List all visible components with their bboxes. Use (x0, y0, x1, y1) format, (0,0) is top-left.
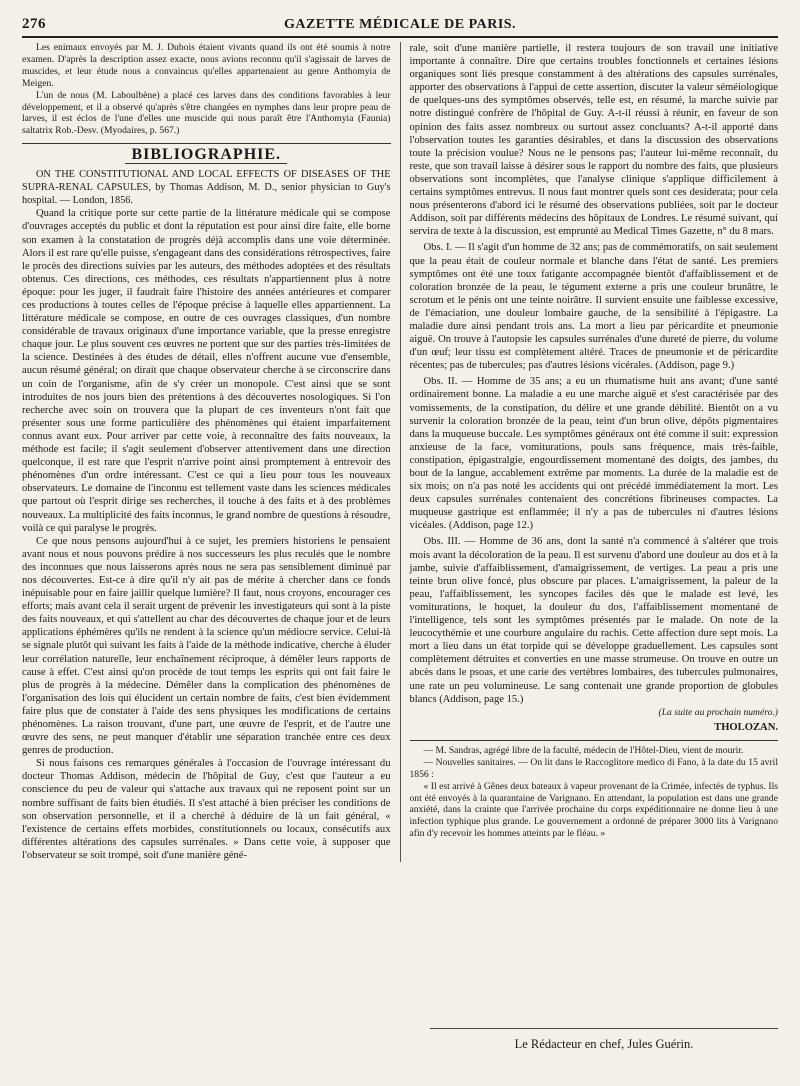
bibliography-heading: BIBLIOGRAPHIE. (22, 148, 391, 161)
note-paragraph: Les enimaux envoyés par M. J. Dubois étaient vivants quand ils ont été soumis à notre examen. D'après la description assez exacte, nous avions reconnu qu'il s'agissait de larves de muscides, et leur étude nous a convaincus qu'elles appartenaient au genre Anthomyia de Meigen. (22, 42, 391, 89)
note-paragraph: L'un de nous (M. Laboulbène) a placé ces larves dans des conditions favorables à leur développement, et il a observé qu'après s'être changées en nymphes dans leur propre peau de larves, il est éclos de l'une d'elles une muscide qui nous paraît être l'Anthomyia (Faunia) saltatrix Rob.-Desv. (Myodaires, p. 567.) (22, 89, 391, 137)
left-column (22, 42, 401, 862)
observation-2: Obs. II. — Homme de 35 ans; a eu un rhumatisme huit ans avant; d'une santé ordinairement bonne. La maladie a eu une marche aiguë et s'est caractérisée par des vomissements, de la constipation, du délire et une grande débilité. Bientôt on a vu survenir la coloration bronzée de la peau, teint d'un brun olive, dépôts pigmentaires dans la muqueuse buccale. Les symptômes généraux ont été comme il suit: expression anxieuse de la face, vomiturations, pouls sans fréquence, mais très-faible, constipation, épigastralgie, engourdissement momentané des doigts, des jambes, du bout de la langue, accablement extrême par moments. La durée de la maladie est de six mois; on n'a pas noté les accidents qui ont précédé immédiatement la mort. Les deux capsules surrénales contenaient des concrétions fibrineuses compactes. La muqueuse gastrique est enflammée; il n'y a pas de tubercules ni d'autres lésions vicéales. (Addison, page 12.) (409, 376, 778, 532)
page-header (22, 16, 778, 38)
section-divider (22, 143, 391, 144)
section-divider (410, 740, 779, 741)
journal-title: GAZETTE MÉDICALE DE PARIS. (283, 17, 517, 32)
news-quote: « Il est arrivé à Gênes deux bateaux à vapeur provenant de la Crimée, infectés de typhus. Ils ont été envoyés à la quarantaine de Varignano. En attendant, la population est dans une grande anxiété, dans la crainte que l'arrivée prochaine du corps expéditionnaire ne donne lieu à une infection typhique plus grande. Le gouvernement a ordonné de préparer 3000 lits à Varignano afin d'y recevoir les hommes atteints par le fléau. » (409, 780, 778, 840)
observation-1: Obs. I. — Il s'agit d'un homme de 32 ans; pas de commémoratifs, on sait seulement que la peau était de couleur normale et blanche dans l'état de santé. Les premiers symptômes ont été une toux fatigante accompagnée bientôt d'affaiblissement et de coloration bronzée de la peau, le tégument externe a pris une couleur brunâtre, le scrotum et le pénis ont une teinte noirâtre. Il survient ensuite une faiblesse excessive, de l'émaciation, une douleur lombaire gauche, de la sensibilité à l'épigastre. La maladie dure ainsi pendant trois ans. La mort a lieu par péricardite et pneumonie aiguë. On trouve à l'autopsie les capsules surrénales d'une dureté de pierre, du volume d'un œuf; leur tissu est complètement altéré. Traces de pneumonie et de péricardite récentes; pas de tubercules; pas d'autres lésions vicérales. (Addison, page 9.) (409, 242, 778, 372)
editor-line: Le Rédacteur en chef, Jules Guérin. (514, 1037, 694, 1051)
author-signature: THOLOZAN. (714, 721, 778, 733)
news-item: — Nouvelles sanitaires. — On lit dans le Raccoglitore medico di Fano, à la date du 15 avril 1856 : (409, 756, 778, 780)
footer-rule (430, 1028, 778, 1029)
news-item: — M. Sandras, agrégé libre de la faculté, médecin de l'Hôtel-Dieu, vient de mourir. (423, 744, 744, 756)
body-paragraph: Ce que nous pensons aujourd'hui à ce sujet, les premiers historiens le pensaient avant nous et nous pouvons prédire à nos successeurs les plus reculés que le nombre des inconnues que nous laisserons après nous ne sera pas sensiblement diminué par nos découvertes. Est-ce à dire qu'il n'y ait pas de mérite à chercher dans ce fonds inépuisable pour en faire jaillir quelque lumière? Il faut, nous croyons, encourager ces efforts; mais avant cela il serait urgent de prévenir les investigateurs qui sont à la piste des faits nouveaux, et qui s'attellent au char des découvertes de chaque jour et de leurs applications éphémères qu'ils ne rendent à la science qu'un médiocre service. Celui-là se signale plutôt qui suivant les faits à l'aide de la méthode indicative, cherche à éluder leur corrélation naturelle, leur enchaînement réciproque, à démêler leurs rapports de cause à effet. C'est ainsi qu'on procède de tout temps les esprits qui ont fait faire le plus de progrès à la médecine. Démêler dans la complication des phénomènes de l'organisation des lois qui élucident un certain nombre de faits, c'est bien évidemment faire plus que de constater à l'aide des sens physiques les modifications de certains phénomènes. La raison trouvant, d'une part, une œuvre de l'esprit, et de l'autre une œuvre des sens, ne peut manquer d'établir une séparation tranchée entre ces deux genres de production. (22, 535, 391, 757)
observation-3: Obs. III. — Homme de 36 ans, dont la santé n'a commencé à s'altérer que trois mois avant la décoloration de la peau. Il est survenu d'abord une douleur au dos et à la jambe, suivie d'affaiblissement, d'amaigrissement, de vertiges. La peau a pris une teinte brun olive foncé, plus obscure par places. L'amaigrissement, la paleur de la peau, l'affaiblissement, les syncopes faciles dès que le malade est levé, les vomiturations, le hoquet, la douleur du dos, l'affaiblissement momentané de l'intelligence, tels sont les symptômes présentés par le malade. On note de la leucocythémie et une courbure angulaire du rachis. Cette affection dure sept mois. La mort a lieu dans un état torpide qui se développe graduellement. Les capsules sont complètement détruites et converties en une masse strumeuse. On trouve en outre un abcès dans le psoas, et une carie des vertèbres lombaires, des tubercules pulmonaires, une rate un peu volumineuse. Le sang contenait une grande proportion de globules blancs (Addison, page 15.) (409, 536, 778, 705)
body-paragraph: Quand la critique porte sur cette partie de la littérature médicale qui se compose d'ouvrages acceptés du public et dont la réputation est pour ainsi dire faite, elle borne son examen à la constatation de progrès déjà accomplis dans une voie déterminée. Alors il est rare qu'elle puisse, s'engageant dans des considérations rétrospectives, faire le procès des directions suivies par les auteurs, des méthodes adoptées et des résultats obtenus. Ces directions, ces méthodes, ces résultats n'appartiennent plus à notre époque: pour les juger, il faudrait faire l'histoire des années antérieures et comparer ces productions à toutes celles de l'époque précise à laquelle elles appartiennent. La littérature médicale se compose, en outre de ces ouvrages classiques, d'un nombre considérable de travaux originaux d'une importance variable, que la presse enregistre chaque jour. Le plus souvent ces œuvres ne portent que sur des parties très-limitées de la science. Destinées à des études de détail, elles n'offrent aucune vue d'ensemble, aucun résumé général; on dirait que chaque observateur cherche à se circonscrire dans un coin de l'organisme, afin de s'y créer un monopole. C'est ainsi que se sont introduites de nos jours bien des prétentions à des découvertes nosologiques. Si l'on recherche avec soin on trouvera que la plupart de ces inventeurs n'ont fait que présenter sous une forme particulière des phénomènes qui étaient imparfaitement connus avant eux. Pour arriver par cette voie, à reconnaître des faits nouveaux, la méthode est facile; il s'agit seulement d'observer attentivement dans une direction quelconque, il est rare que l'esprit n'arrive point ainsi promptement à entrevoir des phénomènes d'un ordre intéressant. C'est ce qui a lieu pour tous les nouveaux observateurs. Le domaine de l'inconnu est tellement vaste dans les sciences médicales que partout où l'esprit dirige ses recherches, il touche à des faits et à des problèmes nouveaux. La multiplicité des faits inconnus, le grand nombre de questions à résoudre, voilà ce qui paralyse le progrès. (22, 208, 391, 534)
body-paragraph: rale, soit d'une manière partielle, il restera toujours de son travail une initiative importante à connaître. Dire que certains troubles fonctionnels et certaines lésions organiques sont liés presque constamment à des altérations des capsules surrénales, apporter des observations à l'appui de cette assertion, discuter la valeur séméiologique de quelques-uns des symptômes observés, telle est, en résumé, la marche suivie par notre distingué confrère de l'hôpital de Guy. A-t-il réussi à réunir, en faveur de son opinion des faits assez nombreux ou surtout assez concluants? A-t-il apporté dans l'observation toutes les garanties désirables, et dans la discussion des observations toute la précision voulue? Nous ne le pensons pas; l'auteur lui-même reconnaît, du reste, que son travail laisse à désirer sous le rapport du nombre des faits, que plusieurs observations sont incomplètes, que l'analyse clinique s'applique difficilement à certains symptômes entrevus. Il nous faut montrer quels sont ces desiderata; pour cela nous présenterons d'abord ici le résumé des observations publiées, soit par le docteur Addison, soit par différents médecins des hôpitaux de Londres. Le résumé suivant, qui servira de texte à la discussion, est emprunté au Medical Times Gazette, n° du 8 mars. (409, 43, 778, 238)
book-reference: ON THE CONSTITUTIONAL AND LOCAL EFFECTS OF DISEASES OF THE SUPRA-RENAL CAPSULES, by Thomas Addison, M. D., senior physician to Guy's hospital. — London, 1856. (22, 169, 391, 207)
continued-note: (La suite au prochain numéro.) (658, 706, 778, 718)
page-number: 276 (22, 16, 46, 32)
body-paragraph: Si nous faisons ces remarques générales à l'occasion de l'ouvrage intéressant du docteur Thomas Addison, médecin de l'hôpital de Guy, c'est que l'auteur a eu conscience du peu de valeur qui s'attache aux travaux qui ne reposent point sur un nombre suffisant de faits bien étudiés. Il s'est attaché à bien préciser les conditions de son observation personnelle, et il a cherché à déduire de là un fait général, « l'existence de certains effets morbides, constitutionnels ou locaux, consécutifs aux différentes altérations des capsules surrénales. » Dans cette voie, à supposer que l'observateur se soit trompé, soit d'une manière géné- (22, 758, 391, 861)
right-column (401, 42, 779, 862)
two-column-body (22, 42, 778, 862)
page-footer (430, 1028, 778, 1052)
